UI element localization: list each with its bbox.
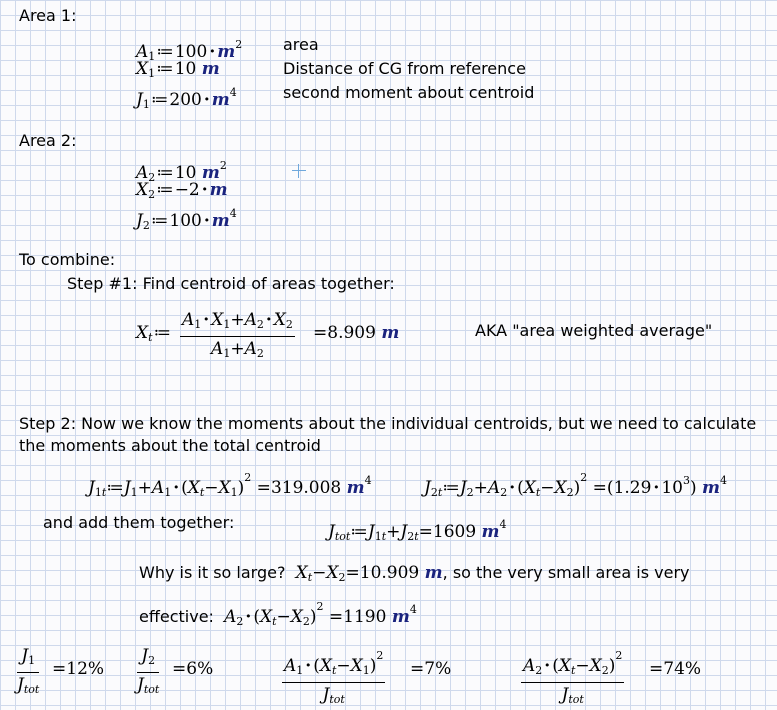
equation-Xt-result: =8.909 m [313, 323, 400, 343]
step2-line2: the moments about the total centroid [19, 436, 321, 455]
step1-text: Step #1: Find centroid of areas together: [67, 274, 395, 293]
equation-Jtot[interactable]: $J_{tot}≔J_{1t}+J_{2t}=1609$ $m^4$ [328, 518, 507, 543]
ratio3-result: =7% [410, 659, 452, 679]
ratio4-fraction: $A_2 \cdot (X_t-X_2)^2$ $J_{tot}$ [521, 646, 624, 710]
add-together-text: and add them together: [43, 513, 235, 532]
ratio2-result: =6% [172, 659, 214, 679]
combine-heading: To combine: [19, 250, 116, 269]
equation-X1[interactable]: $X_1≔10$ m [136, 59, 220, 80]
equation-A2[interactable]: $A_2≔10$ $m^2$ [136, 159, 227, 184]
label-area: area [283, 35, 319, 54]
ratio4-result: =74% [649, 659, 702, 679]
why-line1: Why is it so large? $X_t-X_2=10.909$ m, so the very small area is very [139, 563, 690, 584]
ratio1-result: =12% [52, 659, 105, 679]
area1-heading: Area 1: [19, 6, 77, 25]
label-cg-distance: Distance of CG from reference [283, 59, 526, 78]
why-line2: effective: $A_2 \cdot (X_t-X_2)^2 =1190$ $m^4$ [139, 600, 417, 628]
step2-line1: Step 2: Now we know the moments about the individual centroids, but we need to calculate [19, 414, 757, 433]
ratio1-fraction: $J_1$ $J_{tot}$ [17, 646, 39, 700]
equation-A1[interactable]: $A_1≔100 \cdot m^2$ [136, 38, 243, 63]
equation-J2[interactable]: $J_2≔100 \cdot m^4$ [136, 207, 237, 232]
fraction-Xt: $\frac{A_1 \cdot X_1+A_2 \cdot X_2}{A_1+A_2}$ [180, 310, 295, 364]
equation-J1t[interactable]: $J_{1t}≔J_1+A_1 \cdot (X_t-X_1)^2 =319.008$ $m^4$ [88, 471, 372, 499]
area2-heading: Area 2: [19, 131, 77, 150]
insertion-cursor [292, 164, 306, 178]
ratio2-fraction: $J_2$ $J_{tot}$ [137, 646, 159, 700]
equation-J1[interactable]: $J_1≔200 \cdot m^4$ [136, 86, 237, 111]
equation-J2t[interactable]: $J_{2t}≔J_2+A_2 \cdot (X_t-X_2)^2 =(1.29 \cdot 10^3)$ $m^4$ [424, 471, 728, 499]
equation-Xt-lhs[interactable]: $X_t≔$ [136, 323, 172, 344]
ratio3-fraction: $A_1 \cdot (X_t-X_1)^2$ $J_{tot}$ [282, 646, 385, 710]
label-second-moment: second moment about centroid [283, 83, 535, 102]
aka-text: AKA "area weighted average" [475, 321, 713, 340]
equation-X2[interactable]: $X_2≔-2 \cdot m$ [136, 180, 228, 201]
